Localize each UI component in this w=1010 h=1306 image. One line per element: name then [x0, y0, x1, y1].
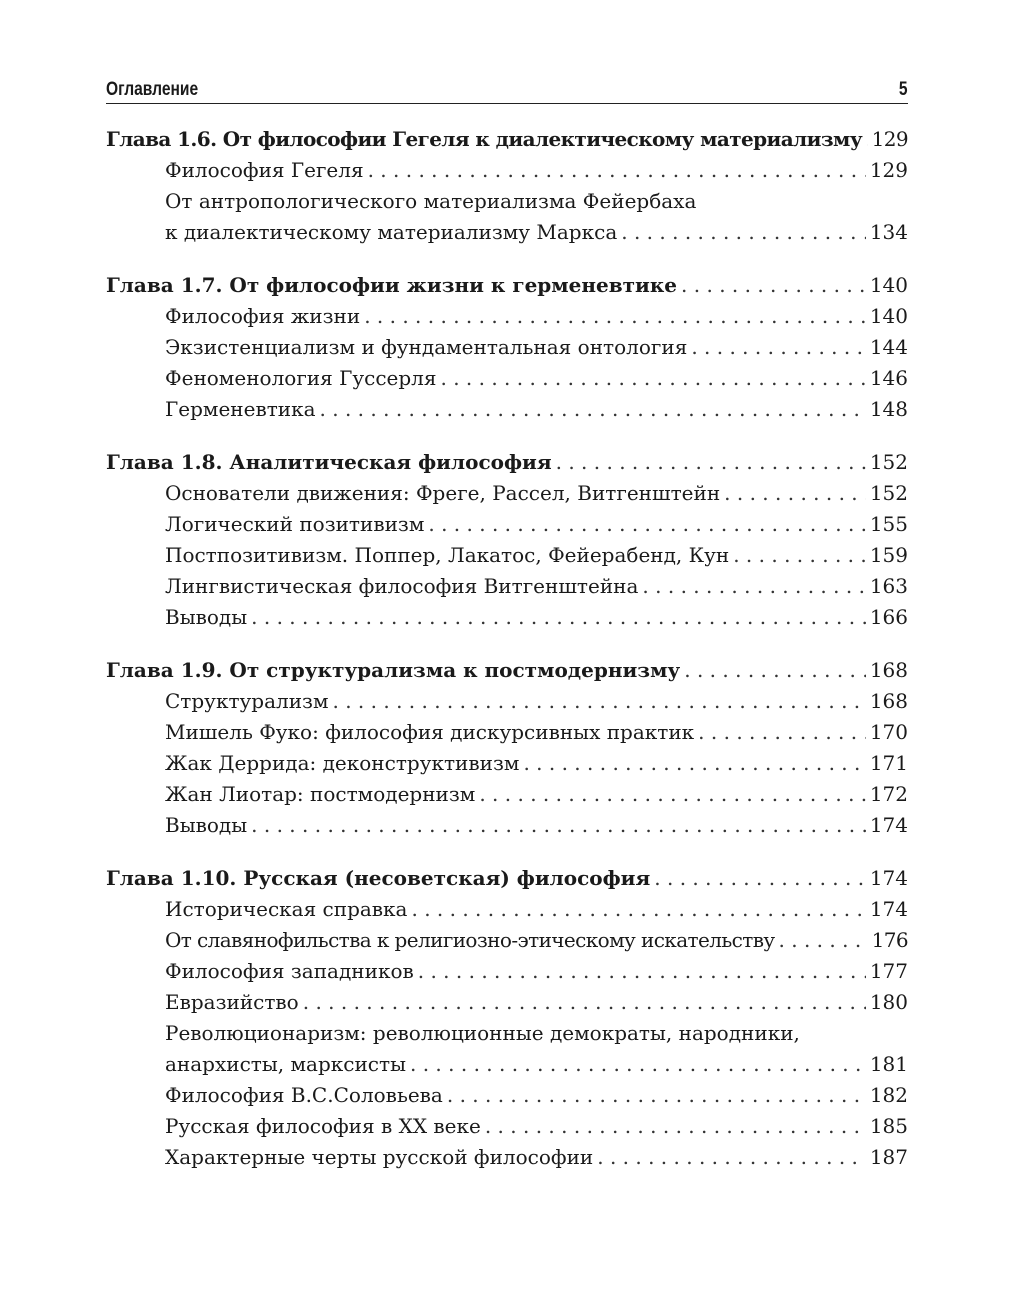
toc-chapter	[106, 447, 908, 633]
chapter-page: 140	[869, 273, 908, 297]
chapter-page: 174	[869, 866, 908, 890]
section-title: Русская философия в XX веке	[165, 1114, 481, 1138]
toc-section-entry[interactable]	[106, 925, 908, 956]
section-title: Мишель Фуко: философия дискурсивных практик	[165, 720, 695, 744]
section-page: 181	[869, 1052, 908, 1076]
header-page-number: 5	[899, 79, 908, 100]
section-page: 134	[869, 220, 908, 244]
section-title: Логический позитивизм	[165, 512, 425, 536]
section-page: 174	[869, 813, 908, 837]
dot-leader	[597, 1142, 866, 1173]
section-title: Экзистенциализм и фундаментальная онтология	[165, 335, 688, 359]
running-header	[106, 79, 908, 104]
section-title-line1: Революционаризм: революционные демократы, народники,	[165, 1021, 800, 1045]
section-page: 172	[869, 782, 908, 806]
toc-section-entry[interactable]	[106, 1142, 908, 1173]
chapter-title: Глава 1.10. Русская (несоветская) философия	[106, 866, 651, 890]
toc-section-entry[interactable]	[106, 1080, 908, 1111]
chapter-title: Глава 1.8. Аналитическая философия	[106, 450, 552, 474]
section-page: 155	[869, 512, 908, 536]
section-title: Выводы	[165, 813, 248, 837]
toc-section-entry[interactable]	[106, 478, 908, 509]
toc-section-entry[interactable]	[106, 332, 908, 363]
section-title: Постпозитивизм. Поппер, Лакатос, Фейерабенд, Кун	[165, 543, 730, 567]
toc-section-entry[interactable]	[106, 717, 908, 748]
section-title: Философия жизни	[165, 304, 361, 328]
dot-leader	[691, 332, 866, 363]
section-title: Феноменология Гуссерля	[165, 366, 437, 390]
chapter-title: Глава 1.6. От философии Гегеля к диалектическому материализму	[106, 127, 863, 151]
section-page: 174	[869, 897, 908, 921]
toc-section-entry[interactable]	[106, 894, 908, 925]
section-title-line2: анархисты, марксисты	[165, 1052, 406, 1076]
section-title-line2: к диалектическому материализму Маркса	[165, 220, 618, 244]
dot-leader	[303, 987, 866, 1018]
toc-chapter-entry[interactable]	[106, 655, 908, 686]
toc-section-entry[interactable]	[106, 810, 908, 841]
chapter-page: 152	[869, 450, 908, 474]
toc-chapter	[106, 270, 908, 425]
section-title: От славянофильства к религиозно-этическому искательству	[165, 928, 775, 952]
section-title: Евразийство	[165, 990, 299, 1014]
chapter-page: 168	[869, 658, 908, 682]
toc-chapter	[106, 863, 908, 1173]
section-page: 163	[869, 574, 908, 598]
toc-chapter-entry[interactable]	[106, 270, 908, 301]
section-title: Лингвистическая философия Витгенштейна	[165, 574, 639, 598]
section-page: 152	[869, 481, 908, 505]
dot-leader	[698, 717, 866, 748]
dot-leader	[428, 509, 865, 540]
dot-leader	[523, 748, 865, 779]
dot-leader	[440, 363, 865, 394]
dot-leader	[621, 217, 866, 248]
dot-leader	[724, 478, 866, 509]
toc-section-entry[interactable]	[106, 301, 908, 332]
toc-section-entry[interactable]	[106, 571, 908, 602]
dot-leader	[556, 447, 866, 478]
dot-leader	[779, 925, 868, 956]
section-page: 185	[869, 1114, 908, 1138]
section-page: 171	[869, 751, 908, 775]
section-page: 166	[869, 605, 908, 629]
section-page: 144	[869, 335, 908, 359]
dot-leader	[251, 602, 866, 633]
toc-section-entry[interactable]	[106, 509, 908, 540]
section-title: Жан Лиотар: постмодернизм	[165, 782, 476, 806]
section-title: Жак Деррида: деконструктивизм	[165, 751, 520, 775]
dot-leader	[364, 301, 866, 332]
toc-section-entry[interactable]	[106, 540, 908, 571]
toc-section-entry[interactable]	[106, 1111, 908, 1142]
toc-section-entry[interactable]	[106, 956, 908, 987]
header-title: Оглавление	[106, 79, 199, 100]
dot-leader	[368, 155, 866, 186]
dot-leader	[642, 571, 865, 602]
toc-section-entry[interactable]	[106, 987, 908, 1018]
section-page: 159	[869, 543, 908, 567]
dot-leader	[333, 686, 866, 717]
toc-chapter	[106, 655, 908, 841]
section-title: Философия В.С.Соловьева	[165, 1083, 443, 1107]
toc-section-entry[interactable]	[106, 779, 908, 810]
section-page: 180	[869, 990, 908, 1014]
toc-section-entry[interactable]	[106, 686, 908, 717]
chapter-title: Глава 1.9. От структурализма к постмодернизму	[106, 658, 681, 682]
section-page: 187	[869, 1145, 908, 1169]
section-title: Структурализм	[165, 689, 329, 713]
dot-leader	[418, 956, 866, 987]
section-title: Философия Гегеля	[165, 158, 364, 182]
chapter-page: 129	[871, 127, 908, 151]
dot-leader	[479, 779, 865, 810]
toc-section-entry[interactable]	[106, 186, 908, 248]
toc-section-entry[interactable]	[106, 748, 908, 779]
dot-leader	[654, 863, 866, 894]
toc-section-entry[interactable]	[106, 394, 908, 425]
section-title: Философия западников	[165, 959, 414, 983]
toc-chapter-entry[interactable]	[106, 447, 908, 478]
section-page: 129	[869, 158, 908, 182]
section-page: 168	[869, 689, 908, 713]
section-page: 148	[869, 397, 908, 421]
section-title: Основатели движения: Фреге, Рассел, Витгенштейн	[165, 481, 721, 505]
dot-leader	[410, 1049, 866, 1080]
dot-leader	[866, 124, 868, 155]
toc-section-entry[interactable]	[106, 155, 908, 186]
dot-leader	[485, 1111, 866, 1142]
table-of-contents	[106, 124, 908, 1195]
section-page: 140	[869, 304, 908, 328]
dot-leader	[447, 1080, 866, 1111]
section-page: 146	[869, 366, 908, 390]
dot-leader	[681, 270, 866, 301]
section-title: Выводы	[165, 605, 248, 629]
section-page: 176	[871, 928, 908, 952]
section-title: Историческая справка	[165, 897, 408, 921]
dot-leader	[411, 894, 865, 925]
toc-chapter	[106, 124, 908, 248]
dot-leader	[251, 810, 866, 841]
toc-chapter-entry[interactable]	[106, 124, 908, 155]
toc-section-entry[interactable]	[106, 363, 908, 394]
section-title: Характерные черты русской философии	[165, 1145, 594, 1169]
dot-leader	[733, 540, 866, 571]
section-title-line1: От антропологического материализма Фейербаха	[165, 189, 697, 213]
chapter-title: Глава 1.7. От философии жизни к герменевтике	[106, 273, 678, 297]
dot-leader	[684, 655, 866, 686]
section-title: Герменевтика	[165, 397, 316, 421]
section-page: 177	[869, 959, 908, 983]
section-page: 182	[869, 1083, 908, 1107]
toc-chapter-entry[interactable]	[106, 863, 908, 894]
toc-section-entry[interactable]	[106, 602, 908, 633]
toc-section-entry[interactable]	[106, 1018, 908, 1080]
section-page: 170	[869, 720, 908, 744]
dot-leader	[320, 394, 866, 425]
